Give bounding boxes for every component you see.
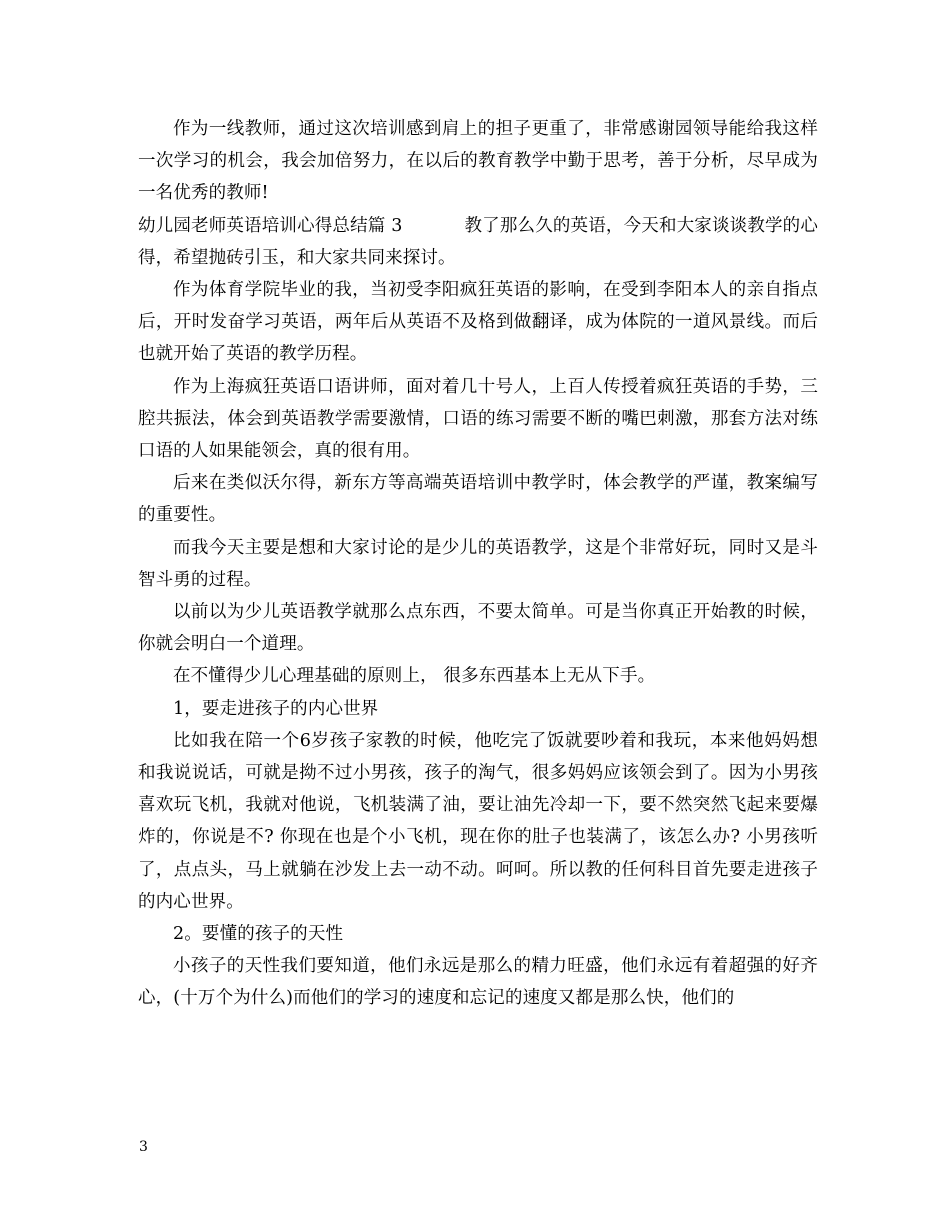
list-heading: 2。要懂的孩子的天性 <box>173 924 344 945</box>
paragraph: 作为体育学院毕业的我，当初受李阳疯狂英语的影响，在受到李阳本人的亲自指点后，开时发奋学习英语，两年后从英语不及格到做翻译，成为体院的一道风景线。而后也就开始了英语的教学历程。 <box>138 280 818 365</box>
paragraph: 而我今天主要是想和大家讨论的是少儿的英语教学，这是个非常好玩，同时又是斗智斗勇的过程。 <box>138 537 818 590</box>
section-intro-text: 教了那么久的英语，今天和大家谈谈教学的心得，希望抛砖引玉，和大家共同来探讨。 <box>138 215 818 268</box>
paragraph: 后来在类似沃尔得，新东方等高端英语培训中教学时，体会教学的严谨，教案编写的重要性。 <box>138 473 818 526</box>
page-number: 3 <box>139 1139 148 1155</box>
section-heading-paragraph <box>138 210 818 274</box>
paragraph: 作为上海疯狂英语口语讲师，面对着几十号人，上百人传授着疯狂英语的手势，三腔共振法，体会到英语教学需要激情，口语的练习需要不断的嘴巴刺激，那套方法对练口语的人如果能领会，真的很有用。 <box>138 376 818 462</box>
section-title: 幼儿园老师英语培训心得总结篇 3 <box>138 215 403 236</box>
paragraph: 比如我在陪一个6岁孩子家教的时候，他吃完了饭就要吵着和我玩，本来他妈妈想和我说说话，可就是拗不过小男孩，孩子的淘气，很多妈妈应该领会到了。因为小男孩喜欢玩飞机，我就对他说，飞机装满了油，要让油先冷却一下，要不然突然飞起来要爆炸的，你说是不? 你现在也是个小飞机，现在你的肚子也装满了，该怎么办? 小男孩听了，点点头，马上就躺在沙发上去一动不动。呵呵。所以教的任何科目首先要走进孩子的内心世界。 <box>138 730 818 912</box>
list-heading: 1，要走进孩子的内心世界 <box>173 698 379 719</box>
paragraph: 小孩子的天性我们要知道，他们永远是那么的精力旺盛，他们永远有着超强的好齐心，(十万个为什么)而他们的学习的速度和忘记的速度又都是那么快，他们的 <box>138 956 818 1009</box>
paragraph: 以前以为少儿英语教学就那么点东西，不要太简单。可是当你真正开始教的时候，你就会明白一个道理。 <box>138 602 818 655</box>
document-body <box>138 113 818 1015</box>
paragraph: 在不懂得少儿心理基础的原则上， 很多东西基本上无从下手。 <box>173 666 656 687</box>
paragraph: 作为一线教师，通过这次培训感到肩上的担子更重了，非常感谢园领导能给我这样一次学习的机会，我会加倍努力，在以后的教育教学中勤于思考，善于分析，尽早成为一名优秀的教师! <box>138 119 818 204</box>
